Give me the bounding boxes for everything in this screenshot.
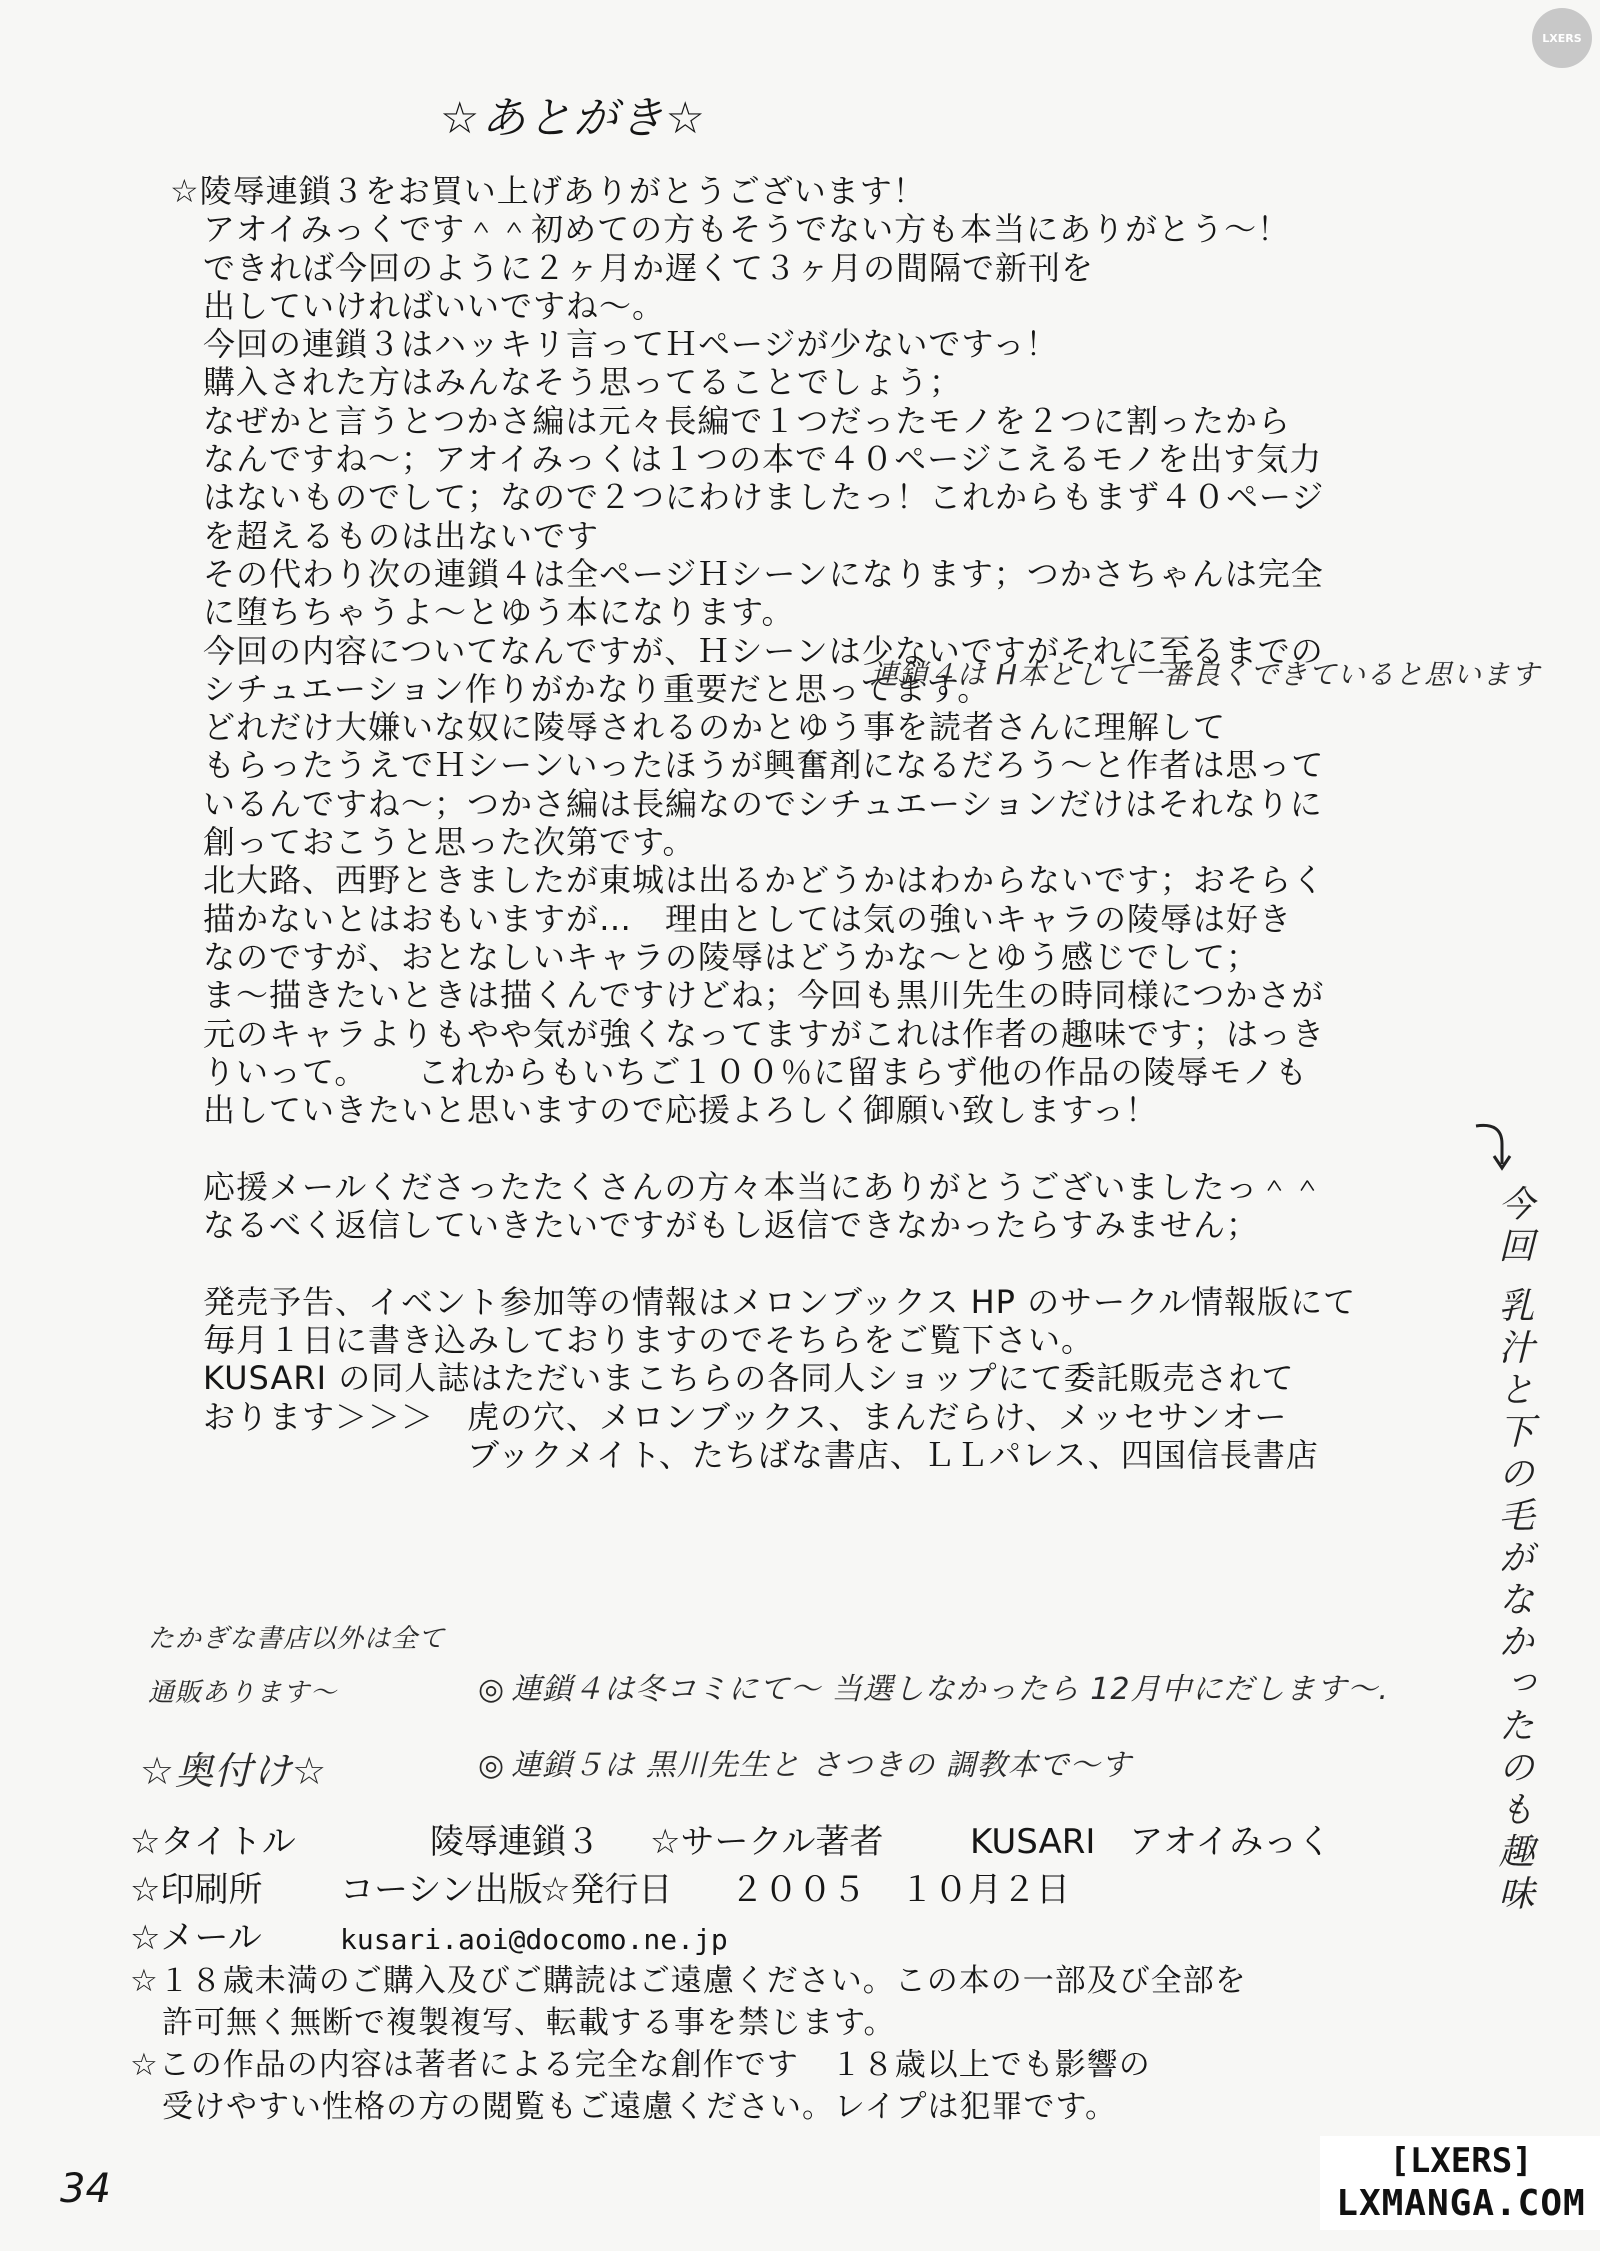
body-line: なるべく返信していきたいですがもし返信できなかったらすみません； [170, 1206, 1260, 1245]
curved-arrow-icon [1472, 1120, 1512, 1172]
body-line: なぜかと言うとつかさ編は元々長編で１つだったモノを２つに割ったから [170, 401, 1292, 440]
colophon [130, 1818, 1480, 1962]
afterword-body [170, 172, 1500, 1474]
bullet-circle-icon: ◎ [478, 1672, 506, 1707]
body-line: ブックメイト、たちばな書店、ＬＬパレス、四国信長書店 [170, 1435, 1319, 1474]
body-line: 元のキャラよりもやや気が強くなってますがこれは作者の趣味です；はっき [170, 1014, 1326, 1053]
body-line: 出していければいいですね～。 [170, 286, 666, 325]
body-line: 発売予告、イベント参加等の情報はメロンブックス HP のサークル情報版にて [170, 1282, 1357, 1321]
body-line: その代わり次の連鎖４は全ページＨシーンになります；つかさちゃんは完全 [170, 554, 1324, 593]
future-release-text: 連鎖５は 黒川先生と さつきの 調教本で～す [511, 1748, 1132, 1783]
body-line: 創っておこうと思った次第です。 [170, 823, 696, 862]
watermark-line-2: LXMANGA.COM [1336, 2183, 1586, 2224]
handwritten-future-release-note [478, 1740, 1132, 1784]
notice-line: ☆この作品の内容は著者による完全な創作です １８歳以上でも影響の [130, 2047, 1151, 2083]
body-line: シチュエーション作りがかなり重要だと思ってます。 [170, 669, 991, 708]
bullet-circle-icon: ◎ [478, 1748, 506, 1783]
colophon-printer-label: ☆印刷所 [130, 1870, 263, 1910]
colophon-row-mail [130, 1914, 1480, 1962]
body-line [170, 1244, 1500, 1282]
handwritten-inline-note: 連鎖４は H本として一番良くできていると思います [870, 658, 1540, 691]
body-line: に堕ちちゃうよ～とゆう本になります。 [170, 593, 795, 632]
body-line: りいって。 これからもいちご１００％に留まらず他の作品の陵辱モノも [170, 1052, 1309, 1091]
body-line: はないものでして；なので２つにわけましたっ！これからもまず４０ページ [170, 478, 1325, 517]
colophon-circle-label: ☆サークル著者 [650, 1822, 884, 1862]
body-line: 毎月１日に書き込みしておりますのでそちらをご覧下さい。 [170, 1320, 1095, 1359]
colophon-row-printer [130, 1866, 1480, 1914]
body-line: 応援メールくださったたくさんの方々本当にありがとうございましたっ＾＾ [170, 1167, 1325, 1206]
body-line: 出していきたいと思いますので応援よろしく御願い致しますっ！ [170, 1091, 1159, 1130]
body-line: もらったうえでＨシーンいったほうが興奮剤になるだろう～と作者は思って [170, 746, 1325, 785]
lxers-logo-text: LXERS [1542, 31, 1582, 45]
colophon-date-value: ２００５ １０月２日 [730, 1870, 1070, 1910]
lxers-logo [1532, 8, 1592, 68]
body-line: KUSARI の同人誌はただいまこちらの各同人ショップにて委託販売されて [170, 1359, 1295, 1398]
page-number: 34 [60, 2166, 111, 2212]
colophon-circle-value: KUSARI アオイみっく [970, 1822, 1332, 1862]
body-line [170, 1129, 1500, 1167]
notice-line: 受けやすい性格の方の閲覧もご遠慮ください。レイプは犯罪です。 [130, 2089, 1118, 2125]
page-title: ☆あとがき☆ [440, 93, 707, 144]
handwritten-shop-note-1: たかぎな書店以外は全て [148, 1624, 446, 1654]
body-line: どれだけ大嫌いな奴に陵辱されるのかとゆう事を読者さんに理解して [170, 708, 1227, 747]
colophon-date-label: ☆発行日 [540, 1870, 673, 1910]
notice-line: ☆１８歳未満のご購入及びご購読はご遠慮ください。この本の一部及び全部を [130, 1963, 1247, 1999]
body-line: なのですが、おとなしいキャラの陵辱はどうかな～とゆう感じでして； [170, 937, 1260, 976]
handwritten-next-release-note [478, 1664, 1389, 1708]
body-line: を超えるものは出ないです [170, 516, 600, 555]
body-line: 今回の連鎖３はハッキリ言ってＨページが少ないですっ！ [170, 325, 1059, 364]
colophon-printer-value: コーシン出版 [340, 1870, 543, 1910]
body-line: いるんですね～；つかさ編は長編なのでシチュエーションだけはそれなりに [170, 784, 1323, 823]
body-line: アオイみっくです＾＾初めての方もそうでない方も本当にありがとう～！ [170, 210, 1291, 249]
body-line: 描かないとはおもいますが… 理由としては気の強いキャラの陵辱は好き [170, 899, 1293, 938]
body-line: ま～描きたいときは描くんですけどね；今回も黒川先生の時同様につかさが [170, 976, 1325, 1015]
notice-line: 許可無く無断で複製複写、転載する事を禁じます。 [130, 2005, 896, 2041]
handwritten-shop-note-2: 通販あります～ [148, 1678, 338, 1708]
watermark [1320, 2136, 1600, 2230]
body-line: ☆陵辱連鎖３をお買い上げありがとうございます！ [170, 172, 926, 210]
handwritten-vertical-note: 今回 乳汁と下の毛がなかったのも趣味 [1493, 1185, 1534, 1917]
body-line: 購入された方はみんなそう思ってることでしょう； [170, 363, 963, 402]
next-release-text: 連鎖４は冬コミにて～ 当選しなかったら 12月中にだします～. [511, 1672, 1389, 1707]
legal-notices [130, 1960, 1480, 2128]
body-line: 北大路、西野ときましたが東城は出るかどうかはわからないです；おそらく [170, 861, 1326, 900]
watermark-line-1: [LXERS] [1389, 2141, 1533, 2181]
body-line: 今回の内容についてなんですが、Ｈシーンは少ないですがそれに至るまでの [170, 631, 1324, 670]
colophon-mail-value: kusari.aoi@docomo.ne.jp [340, 1923, 728, 1956]
body-line: できれば今回のように２ヶ月か遅くて３ヶ月の間隔で新刊を [170, 248, 1095, 287]
okuzuke-heading: ☆奥付け☆ [140, 1749, 328, 1793]
colophon-title-value: 陵辱連鎖３ [430, 1822, 600, 1862]
body-line: なんですね～；アオイみっくは１つの本で４０ページこえるモノを出す気力 [170, 440, 1323, 479]
colophon-row-title [130, 1818, 1480, 1866]
colophon-title-label: ☆タイトル [130, 1822, 296, 1862]
body-line: おります＞＞＞ 虎の穴、メロンブックス、まんだらけ、メッセサンオー [170, 1397, 1288, 1436]
colophon-mail-label: ☆メール [130, 1918, 262, 1958]
